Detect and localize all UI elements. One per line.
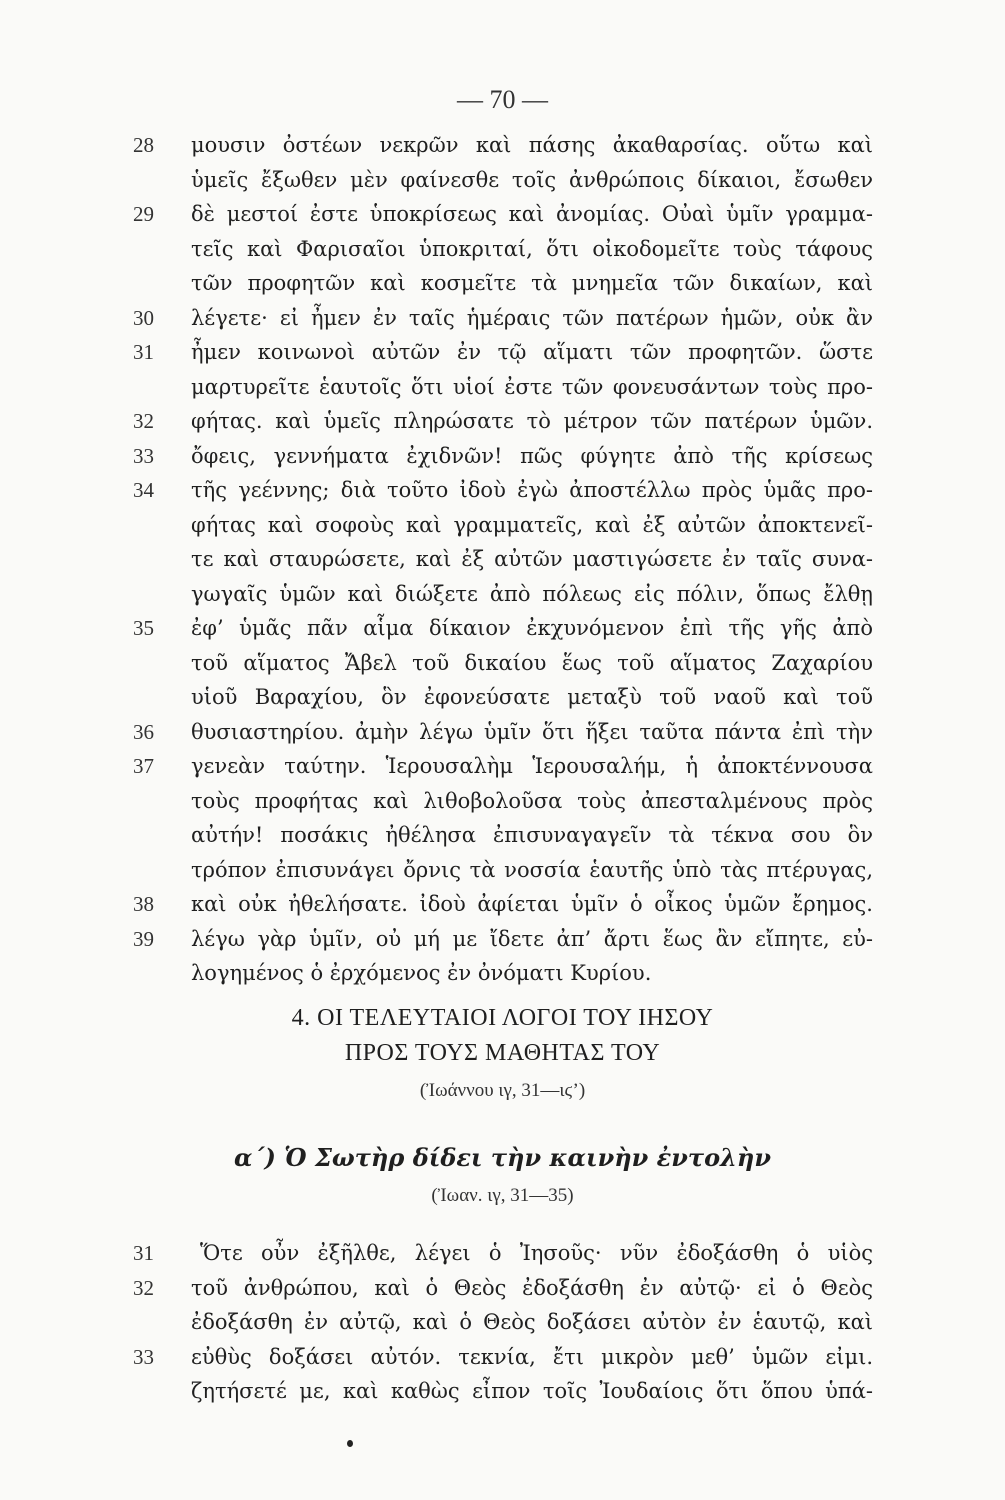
line-text: ἐδοξάσθη ἐν αὐτῷ, καὶ ὁ Θεὸς δοξάσει αὐτὸν ἐν ἑαυτῷ, καὶ — [191, 1310, 873, 1334]
text-line — [0, 473, 1005, 508]
text-line — [0, 956, 1005, 991]
verse-number: 33 — [133, 443, 154, 468]
page-number: — 70 — — [457, 85, 548, 114]
line-text: τε καὶ σταυρώσετε, καὶ ἐξ αὐτῶν μαστιγώσετε ἐν ταῖς συνα- — [191, 547, 873, 571]
line-text: τοῦ αἵματος Ἄβελ τοῦ δικαίου ἕως τοῦ αἵματος Ζαχαρίου — [191, 650, 873, 675]
verse-number: 31 — [133, 1241, 154, 1265]
verse-number: 38 — [133, 892, 154, 916]
verse-block-1 — [0, 128, 1005, 991]
text-line — [0, 749, 1005, 784]
verse-number: 36 — [133, 719, 154, 744]
text-line — [0, 370, 1005, 405]
line-text: φήτας. καὶ ὑμεῖς πληρώσατε τὸ μέτρον τῶν πατέρων ὑμῶν. — [191, 409, 873, 433]
line-text: τῆς γεέννης; διὰ τοῦτο ἰδοὺ ἐγὼ ἀποστέλλω πρὸς ὑμᾶς προ- — [191, 478, 873, 502]
text-line — [0, 335, 1005, 370]
verse-number: 33 — [133, 1344, 154, 1369]
line-text: δὲ μεστοί ἐστε ὑποκρίσεως καὶ ἀνομίας. Οὐαὶ ὑμῖν γραμμα- — [191, 202, 873, 226]
text-line — [0, 611, 1005, 646]
line-text: τοὺς προφήτας καὶ λιθοβολοῦσα τοὺς ἀπεσταλμένους πρὸς — [191, 788, 873, 813]
verse-number: 34 — [133, 478, 154, 502]
text-line — [0, 508, 1005, 543]
line-text: ἦμεν κοινωνοὶ αὐτῶν ἐν τῷ αἵματι τῶν προφητῶν. ὥστε — [191, 340, 873, 364]
text-line — [0, 784, 1005, 819]
text-line — [0, 887, 1005, 922]
text-line — [0, 128, 1005, 163]
text-line — [0, 1236, 1005, 1271]
text-line — [0, 577, 1005, 612]
line-text: μαρτυρεῖτε ἑαυτοῖς ὅτι υἱοί ἐστε τῶν φονευσάντων τοὺς προ- — [191, 374, 873, 399]
line-text: μουσιν ὀστέων νεκρῶν καὶ πάσης ἀκαθαρσίας. οὕτω καὶ — [191, 133, 873, 157]
line-text: λέγω γὰρ ὑμῖν, οὐ μή με ἴδετε ἀπ’ ἄρτι ἕως ἂν εἴπητε, εὐ- — [191, 926, 873, 951]
line-text: φήτας καὶ σοφοὺς καὶ γραμματεῖς, καὶ ἐξ αὐτῶν ἀποκτενεῖ- — [191, 512, 873, 537]
line-text: λογημένος ὁ ἐρχόμενος ἐν ὀνόματι Κυρίου. — [191, 961, 652, 985]
verse-number: 28 — [133, 133, 154, 157]
text-line — [0, 232, 1005, 267]
text-line — [0, 1305, 1005, 1340]
line-text: γωγαῖς ὑμῶν καὶ διώξετε ἀπὸ πόλεως εἰς πόλιν, ὅπως ἔλθῃ — [191, 581, 873, 606]
text-line — [0, 542, 1005, 577]
verse-number: 30 — [133, 305, 154, 330]
verse-number: 31 — [133, 340, 154, 364]
text-line — [0, 922, 1005, 957]
verse-number: 37 — [133, 754, 154, 778]
verse-number: 35 — [133, 616, 154, 640]
text-line — [0, 197, 1005, 232]
line-text: υἱοῦ Βαραχίου, ὃν ἐφονεύσατε μεταξὺ τοῦ ναοῦ καὶ τοῦ — [191, 685, 873, 709]
line-text: λέγετε· εἰ ἦμεν ἐν ταῖς ἡμέραις τῶν πατέρων ἡμῶν, οὐκ ἂν — [191, 305, 873, 330]
verse-number: 32 — [133, 1275, 154, 1300]
line-text: καὶ οὐκ ἠθελήσατε. ἰδοὺ ἀφίεται ὑμῖν ὁ οἶκος ὑμῶν ἔρημος. — [191, 892, 873, 916]
section-title-line1: 4. ΟΙ ΤΕΛΕΥΤΑΙΟΙ ΛΟΓΟΙ ΤΟΥ ΙΗΣΟΥ — [291, 1005, 714, 1031]
text-line — [0, 404, 1005, 439]
section-reference: (Ἰωάννου ιγ, 31—ιϛ’) — [419, 1080, 586, 1101]
verse-number: 32 — [133, 409, 154, 433]
verse-number: 29 — [133, 202, 154, 226]
text-line — [0, 818, 1005, 853]
text-line — [0, 853, 1005, 888]
text-line — [0, 1271, 1005, 1306]
text-line — [0, 680, 1005, 715]
text-line — [0, 646, 1005, 681]
line-text: ζητήσετέ με, καὶ καθὼς εἶπον τοῖς Ἰουδαίοις ὅτι ὅπου ὑπά- — [191, 1379, 873, 1403]
text-line — [0, 266, 1005, 301]
text-line — [0, 715, 1005, 750]
subsection-title: α΄) Ὁ Σωτὴρ δίδει τὴν καινὴν ἐντολὴν — [234, 1143, 771, 1172]
text-line — [0, 1340, 1005, 1375]
verse-number: 39 — [133, 926, 154, 951]
line-text: αὐτήν! ποσάκις ἠθέλησα ἐπισυναγαγεῖν τὰ τέκνα σου ὃν — [191, 823, 873, 847]
ink-dot — [347, 1440, 353, 1447]
subsection-reference: (Ἰωαν. ιγ, 31—35) — [431, 1185, 574, 1206]
section-title-line2: ΠΡΟΣ ΤΟΥΣ ΜΑΘΗΤΑΣ ΤΟΥ — [344, 1040, 661, 1066]
line-text: τῶν προφητῶν καὶ κοσμεῖτε τὰ μνημεῖα τῶν δικαίων, καὶ — [191, 271, 873, 295]
text-line — [0, 1374, 1005, 1409]
line-text: γενεὰν ταύτην. Ἱερουσαλὴμ Ἱερουσαλήμ, ἡ ἀποκτέννουσα — [191, 754, 873, 778]
line-text: Ὅτε οὖν ἐξῆλθε, λέγει ὁ Ἰησοῦς· νῦν ἐδοξάσθη ὁ υἱὸς — [200, 1241, 873, 1265]
text-line — [0, 301, 1005, 336]
line-text: τεῖς καὶ Φαρισαῖοι ὑποκριταί, ὅτι οἰκοδομεῖτε τοὺς τάφους — [191, 236, 873, 261]
line-text: θυσιαστηρίου. ἀμὴν λέγω ὑμῖν ὅτι ἥξει ταῦτα πάντα ἐπὶ τὴν — [191, 719, 873, 744]
text-line — [0, 163, 1005, 198]
line-text: ὑμεῖς ἔξωθεν μὲν φαίνεσθε τοῖς ἀνθρώποις δίκαιοι, ἔσωθεν — [191, 167, 873, 192]
line-text: τοῦ ἀνθρώπου, καὶ ὁ Θεὸς ἐδοξάσθη ἐν αὐτῷ· εἰ ὁ Θεὸς — [191, 1275, 873, 1300]
text-line — [0, 439, 1005, 474]
verse-block-2 — [0, 1236, 1005, 1409]
line-text: ἐφ’ ὑμᾶς πᾶν αἷμα δίκαιον ἐκχυνόμενον ἐπὶ τῆς γῆς ἀπὸ — [191, 616, 873, 640]
line-text: εὐθὺς δοξάσει αὐτόν. τεκνία, ἔτι μικρὸν μεθ’ ὑμῶν εἰμι. — [191, 1344, 873, 1369]
line-text: τρόπον ἐπισυνάγει ὄρνις τὰ νοσσία ἑαυτῆς ὑπὸ τὰς πτέρυγας, — [191, 857, 873, 882]
line-text: ὄφεις, γεννήματα ἐχιδνῶν! πῶς φύγητε ἀπὸ τῆς κρίσεως — [191, 443, 873, 468]
